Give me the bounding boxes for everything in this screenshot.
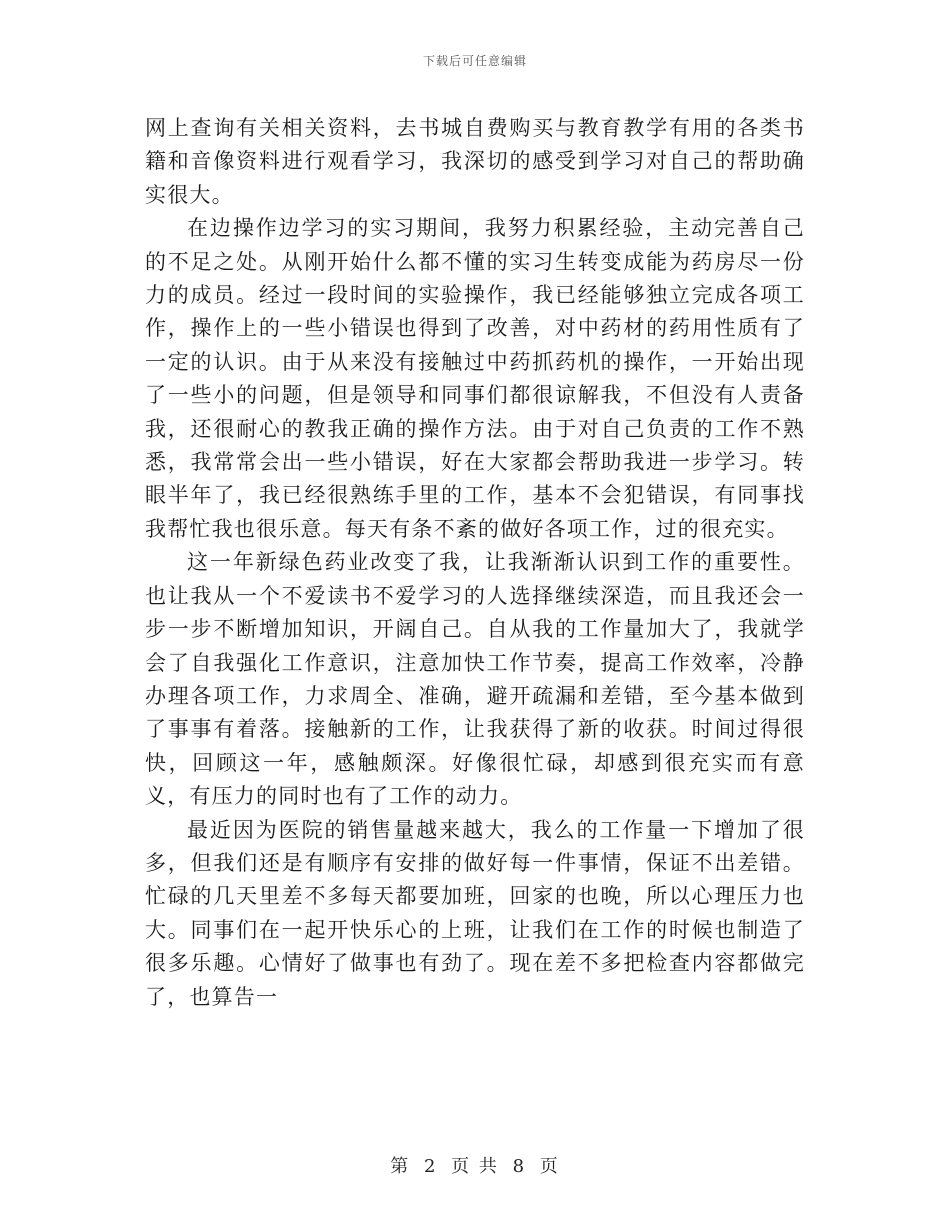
paragraph-2: 在边操作边学习的实习期间，我努力积累经验，主动完善自己的不足之处。从刚开始什么都不懂的实习生转变成能为药房尽一份力的成员。经过一段时间的实验操作，我已经能够独立完成各项工作，操作上的一些小错误也得到了改善，对中药材的药用性质有了一定的认识。由于从来没有接触过中药抓药机的操作，一开始出现了一些小的问题，但是领导和同事们都很谅解我，不但没有人责备我，还很耐心的教我正确的操作方法。由于对自己负责的工作不熟悉，我常常会出一些小错误，好在大家都会帮助我进一步学习。转眼半年了，我已经很熟练手里的工作，基本不会犯错误，有同事找我帮忙我也很乐意。每天有条不紊的做好各项工作，过的很充实。 [145,216,805,541]
page-footer [0,1152,950,1178]
document-body [145,112,805,1014]
paragraph-4: 最近因为医院的销售量越来越大，我么的工作量一下增加了很多，但我们还是有顺序有安排的做好每一件事情，保证不出差错。忙碌的几天里差不多每天都要加班，回家的也晚，所以心理压力也大。同事们在一起开快乐心的上班，让我们在工作的时候也制造了很多乐趣。心情好了做事也有劲了。现在差不多把检查内容都做完了，也算告一 [145,817,805,1009]
page-number: 2 [423,1156,438,1177]
header-text: 下载后可任意编辑 [422,54,527,68]
footer-suffix: 页 [539,1156,560,1177]
page-total: 8 [512,1156,527,1177]
footer-prefix: 第 [390,1156,411,1177]
page-header [0,52,950,69]
paragraph-3: 这一年新绿色药业改变了我，让我渐渐认识到工作的重要性。也让我从一个不爱读书不爱学习的人选择继续深造，而且我还会一步一步不断增加知识，开阔自己。自从我的工作量加大了，我就学会了自我强化工作意识，注意加快工作节奏，提高工作效率，冷静办理各项工作，力求周全、准确，避开疏漏和差错，至今基本做到了事事有着落。接触新的工作，让我获得了新的收获。时间过得很快，回顾这一年，感触颇深。好像很忙碌，却感到很充实而有意义，有压力的同时也有了工作的动力。 [145,550,805,809]
footer-middle: 页 共 [451,1156,499,1177]
paragraph-1: 网上查询有关相关资料，去书城自费购买与教育教学有用的各类书籍和音像资料进行观看学习，我深切的感受到学习对自己的帮助确实很大。 [145,116,805,207]
